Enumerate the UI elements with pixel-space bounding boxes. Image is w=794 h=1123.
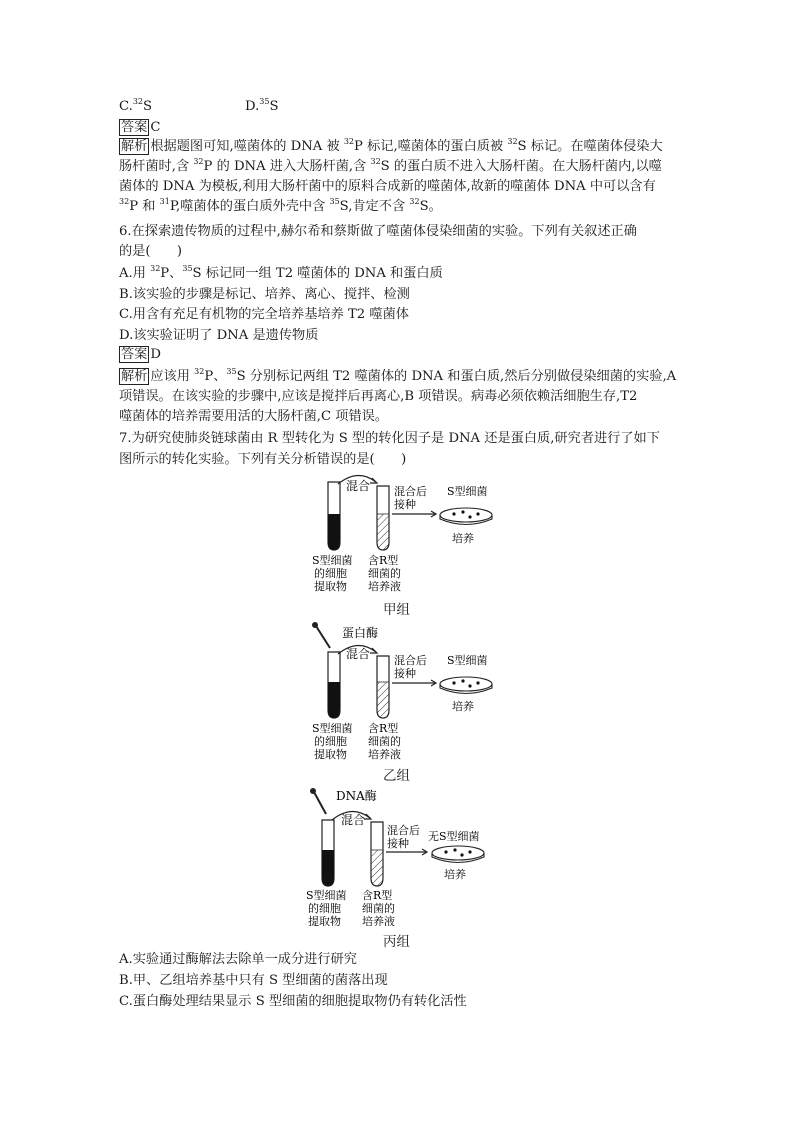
group-bing-caption: 丙组 xyxy=(383,934,410,950)
q5-answer: 答案 C xyxy=(121,120,161,135)
q6-analysis-line-2: 项错误。在该实验的步骤中,应该是搅拌后再离心,B 项错误。病毒必须依赖活细胞生存,T2 xyxy=(119,389,638,404)
inoculate-label-1: 混合后 xyxy=(394,654,427,667)
dropper-icon xyxy=(310,788,326,814)
q6-option-d: D.该实验证明了 DNA 是遗传物质 xyxy=(119,328,319,343)
s-extract-label-1: S型细菌 xyxy=(312,722,353,735)
result-label: 无S型细菌 xyxy=(428,830,480,843)
group-jia-diagram xyxy=(300,470,520,595)
q5-option-c: C.$^{32}$S xyxy=(119,97,153,114)
culture-label: 培养 xyxy=(452,532,474,545)
r-medium-label-2: 细菌的 xyxy=(368,567,401,580)
r-medium-label-3: 培养液 xyxy=(368,748,401,760)
enzyme-label: DNA酶 xyxy=(336,789,377,803)
petri-dish-icon xyxy=(432,846,484,863)
s-extract-label-1: S型细菌 xyxy=(312,554,353,567)
culture-label: 培养 xyxy=(444,868,466,881)
s-extract-tube xyxy=(328,652,340,718)
q7-option-c: C.蛋白酶处理结果显示 S 型细菌的细胞提取物仍有转化活性 xyxy=(119,994,467,1009)
inoculate-label-2: 接种 xyxy=(394,498,416,511)
s-extract-label-2: 的细胞 xyxy=(314,567,347,580)
result-label: S型细菌 xyxy=(447,654,488,667)
q6-option-c: C.用含有充足有机物的完全培养基培养 T2 噬菌体 xyxy=(119,307,409,322)
q6-option-a: A.用 $^{32}$P、$^{35}$S 标记同一组 T2 噬菌体的 DNA 和蛋白质 xyxy=(119,264,443,281)
q5-analysis-line-4: $^{32}$P 和 $^{31}$P,噬菌体的蛋白质外壳中含 $^{35}$S,肯定不含 $^{32}$S。 xyxy=(119,197,442,214)
q7-option-a: A.实验通过酶解法去除单一成分进行研究 xyxy=(119,952,357,967)
q6-answer: 答案 D xyxy=(121,347,161,362)
q6-analysis-line-3: 噬菌体的培养需要用活的大肠杆菌,C 项错误。 xyxy=(119,409,389,424)
inoculate-label-1: 混合后 xyxy=(387,824,420,837)
s-extract-label-2: 的细胞 xyxy=(314,735,347,748)
q5-analysis-line-1: 解析 根据题图可知,噬菌体的 DNA 被 $^{32}$P 标记,噬菌体的蛋白质被 $^{32}$S 标记。在噬菌体侵染大 xyxy=(121,137,663,154)
r-medium-label-2: 细菌的 xyxy=(368,735,401,748)
q7-option-b: B.甲、乙组培养基中只有 S 型细菌的菌落出现 xyxy=(119,973,388,988)
group-jia-caption: 甲组 xyxy=(383,602,410,618)
answer-tag: 答案 xyxy=(121,347,148,362)
mix-label: 混合 xyxy=(346,647,371,661)
r-medium-label-2: 细菌的 xyxy=(362,902,395,915)
r-medium-label-1: 含R型 xyxy=(368,554,399,567)
r-medium-tube xyxy=(371,822,383,886)
petri-dish-icon xyxy=(440,677,492,694)
analysis-tag: 解析 xyxy=(121,369,148,384)
petri-dish-icon xyxy=(440,508,492,525)
r-medium-tube xyxy=(377,656,389,718)
q5-analysis-line-3: 菌体的 DNA 为模板,利用大肠杆菌中的原料合成新的噬菌体,故新的噬菌体 DNA 中可以含有 xyxy=(119,179,656,194)
r-medium-label-1: 含R型 xyxy=(362,889,393,902)
q5-option-d: D.$^{35}$S xyxy=(245,97,279,114)
r-medium-label-3: 培养液 xyxy=(362,915,395,926)
q6-analysis-line-1: 解析 应该用 $^{32}$P、$^{35}$S 分别标记两组 T2 噬菌体的 DNA 和蛋白质,然后分别做侵染细菌的实验,A xyxy=(121,367,677,384)
group-yi-caption: 乙组 xyxy=(383,768,410,784)
s-extract-tube xyxy=(322,820,334,886)
s-extract-label-3: 提取物 xyxy=(314,748,347,760)
answer-tag: 答案 xyxy=(121,120,148,135)
r-medium-label-1: 含R型 xyxy=(368,722,399,735)
mix-label: 混合 xyxy=(346,479,371,493)
q5-analysis-line-2: 肠杆菌时,含 $^{32}$P 的 DNA 进入大肠杆菌,含 $^{32}$S 的蛋白质不进入大肠杆菌。在大肠杆菌内,以噬 xyxy=(119,157,662,174)
r-medium-label-3: 培养液 xyxy=(368,580,401,593)
group-yi-diagram xyxy=(300,620,520,760)
analysis-tag: 解析 xyxy=(121,139,148,154)
s-extract-label-3: 提取物 xyxy=(308,915,341,926)
q7-stem-line-2: 图所示的转化实验。下列有关分析错误的是( ) xyxy=(119,452,407,467)
q6-option-b: B.该实验的步骤是标记、培养、离心、搅拌、检测 xyxy=(119,287,410,302)
result-label: S型细菌 xyxy=(447,485,488,498)
s-extract-label-3: 提取物 xyxy=(314,580,347,593)
dropper-icon xyxy=(312,622,330,648)
s-extract-tube xyxy=(328,482,340,550)
r-medium-tube xyxy=(377,486,389,550)
s-extract-label-1: S型细菌 xyxy=(306,889,347,902)
s-extract-label-2: 的细胞 xyxy=(308,902,341,915)
mix-label: 混合 xyxy=(341,813,366,827)
inoculate-label-1: 混合后 xyxy=(394,485,427,498)
inoculate-label-2: 接种 xyxy=(387,837,409,850)
q6-stem-line-1: 6.在探索遗传物质的过程中,赫尔希和蔡斯做了噬菌体侵染细菌的实验。下列有关叙述正确 xyxy=(119,224,637,239)
culture-label: 培养 xyxy=(452,700,474,713)
q6-stem-line-2: 的是( ) xyxy=(119,244,183,259)
group-bing-diagram xyxy=(300,786,500,926)
q7-stem-line-1: 7.为研究使肺炎链球菌由 R 型转化为 S 型的转化因子是 DNA 还是蛋白质,研究者进行了如下 xyxy=(119,431,660,446)
inoculate-label-2: 接种 xyxy=(394,667,416,680)
enzyme-label: 蛋白酶 xyxy=(342,626,379,640)
